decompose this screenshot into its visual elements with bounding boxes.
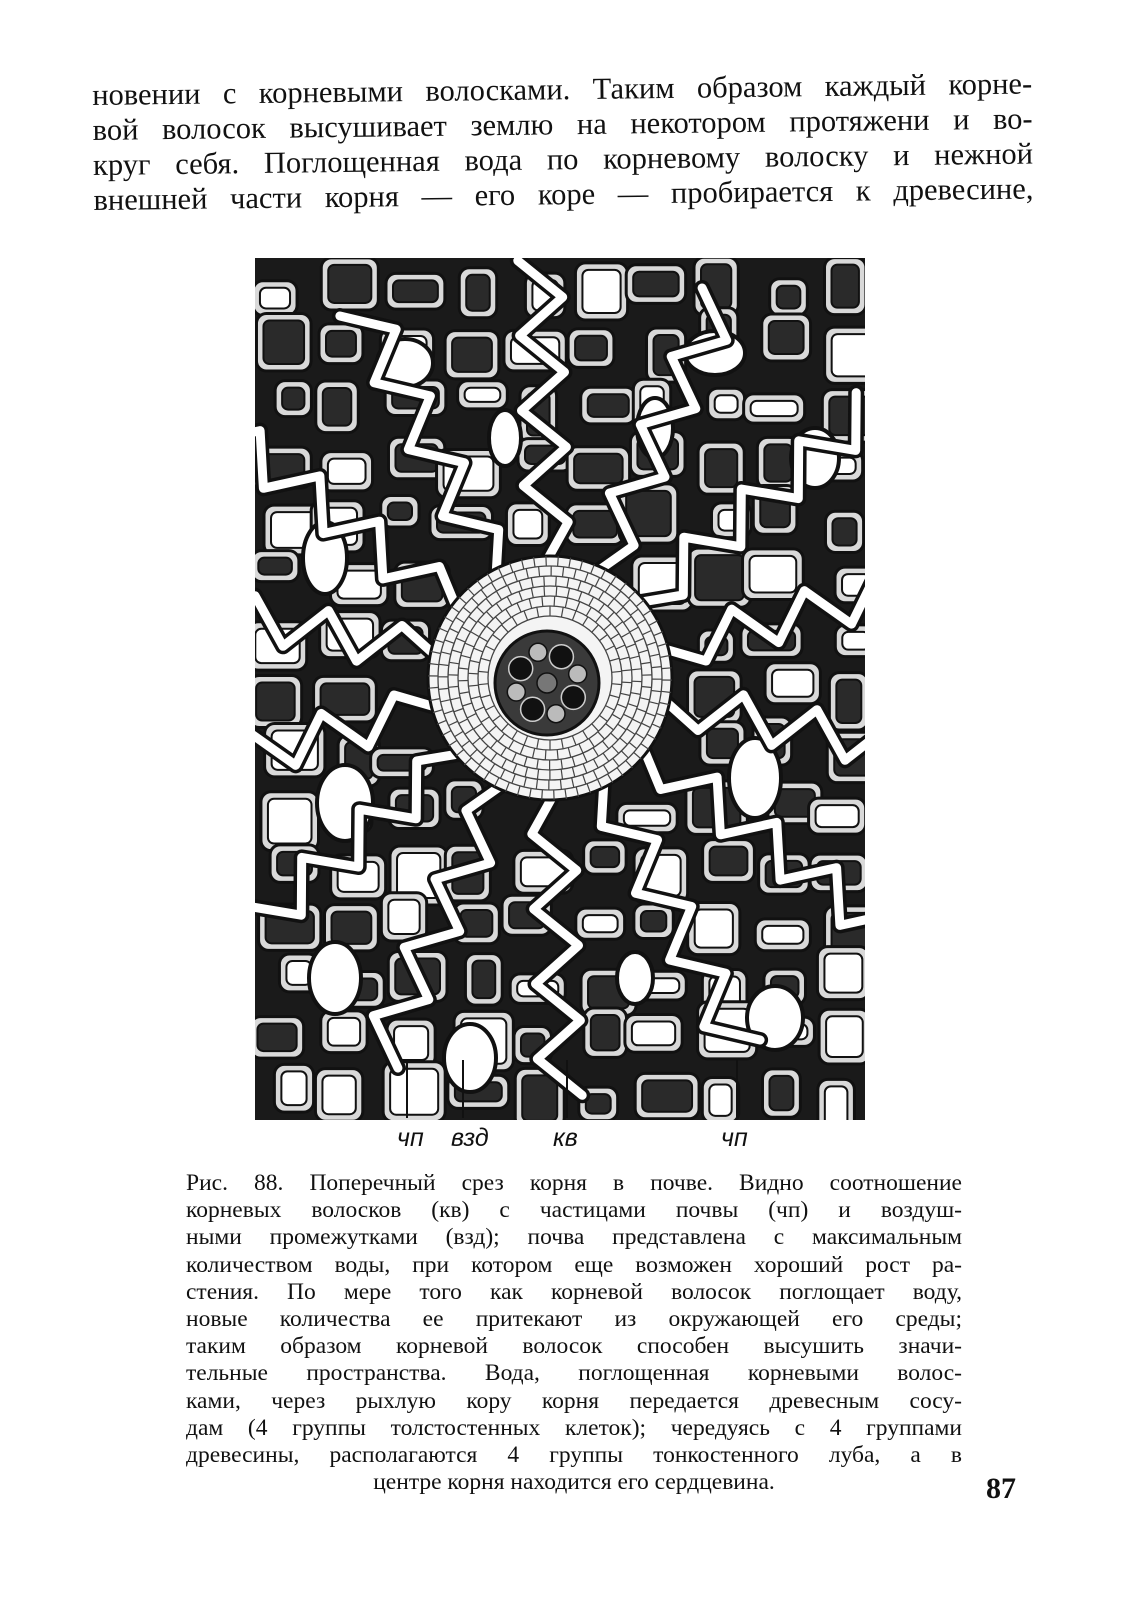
- soil-particle-core: [388, 900, 419, 934]
- cortex-cell-wall: [544, 576, 545, 586]
- soil-particle-core: [282, 388, 304, 410]
- soil-particle-core: [591, 1015, 620, 1050]
- xylem-group: [509, 657, 533, 681]
- caption-line: тельные пространства. Вода, поглощенная корневыми волос-: [186, 1360, 962, 1387]
- soil-particle-core: [750, 556, 797, 593]
- soil-particle-core: [705, 449, 737, 487]
- soil-particle-core: [832, 518, 856, 545]
- soil-particle-core: [452, 338, 492, 372]
- soil-particle-core: [825, 1086, 848, 1120]
- soil-particle-core: [575, 336, 607, 361]
- body-line: внешней части корня — его коре — пробирается к древесине,: [93, 171, 1034, 217]
- cortex-cell-wall: [468, 673, 478, 674]
- soil-particle-core: [591, 847, 619, 867]
- soil-particle-core: [695, 555, 744, 600]
- caption-line: стения. По мере того как корневой волосок поглощает воду,: [186, 1278, 962, 1305]
- figure-caption: [186, 1170, 962, 1496]
- caption-line: ками, через рыхлую кору корня передается древесным сосу-: [186, 1387, 962, 1414]
- soil-particle-core: [816, 805, 859, 827]
- phloem-group: [547, 705, 565, 723]
- phloem-group: [507, 683, 525, 701]
- root-cross-section-illustration: [255, 258, 865, 1120]
- soil-particle-core: [624, 810, 670, 825]
- body-line: новении с корневыми волосками. Таким образом каждый корне-: [92, 66, 1033, 112]
- caption-line: ными промежутками (взд); почва представлена с максимальным: [186, 1224, 962, 1251]
- soil-particle-core: [642, 1080, 692, 1111]
- body-line: вой волосок высушивает землю на некотором протяжени и во-: [92, 101, 1033, 147]
- air-space: [617, 952, 653, 1004]
- soil-particle-core: [588, 394, 629, 417]
- label-soil-particle-right: чп: [721, 1124, 748, 1152]
- cortex-cell-wall: [544, 586, 545, 596]
- air-space: [309, 942, 361, 1014]
- soil-particle-core: [326, 331, 356, 357]
- caption-line: дам (4 группы толстостенных клеток); чередуясь с 4 группами: [186, 1414, 962, 1441]
- soil-particle-core: [472, 961, 495, 999]
- soil-particle-core: [388, 503, 412, 520]
- soil-particle-core: [573, 511, 617, 538]
- body-line: круг себя. Поглощенная вода по корневому волоску и нежной: [92, 136, 1034, 182]
- soil-particle-core: [256, 682, 295, 720]
- soil-particle-core: [582, 270, 620, 313]
- caption-line: корневых волосков (кв) с частицами почвы (чп) и воздуш-: [186, 1197, 962, 1224]
- soil-particle-core: [710, 847, 748, 876]
- soil-particle-core: [257, 1024, 296, 1052]
- cortex-cell-wall: [428, 687, 438, 688]
- soil-particle-core: [323, 388, 351, 426]
- soil-particle-core: [832, 265, 859, 308]
- soil-particle-core: [522, 1075, 557, 1120]
- cortex-cell-wall: [622, 682, 632, 683]
- pith: [537, 673, 557, 693]
- phloem-group: [529, 643, 547, 661]
- xylem-group: [549, 645, 573, 669]
- caption-line: Рис. 88. Поперечный срез корня в почве. Видно соотношение: [186, 1170, 962, 1196]
- cortex-cell-wall: [542, 790, 543, 800]
- soil-particle-core: [709, 1085, 731, 1116]
- soil-particle-core: [695, 910, 733, 948]
- label-root-hair: кв: [553, 1124, 578, 1152]
- soil-particle-core: [751, 401, 798, 416]
- air-space: [444, 1024, 496, 1092]
- soil-particle-core: [824, 954, 862, 993]
- soil-particle-core: [258, 558, 292, 575]
- soil-particle-core: [769, 321, 804, 354]
- cortex-cell-wall: [558, 556, 559, 566]
- soil-particle-core: [513, 510, 542, 539]
- soil-particle-core: [466, 275, 490, 311]
- label-soil-particle-left: чп: [397, 1124, 424, 1152]
- soil-particle-core: [777, 286, 801, 309]
- cortex-cell-wall: [556, 576, 557, 586]
- soil-particle-core: [832, 334, 865, 376]
- soil-particle-core: [764, 444, 792, 481]
- soil-particle-core: [772, 670, 813, 697]
- soil-particle-core: [715, 395, 738, 413]
- soil-particle-core: [836, 680, 861, 723]
- soil-particle-core: [281, 1071, 306, 1105]
- soil-particle-core: [762, 926, 803, 944]
- xylem-group: [561, 685, 585, 709]
- root-cross-section-figure: [255, 258, 865, 1120]
- soil-particle-core: [328, 459, 366, 484]
- soil-particle-core: [641, 911, 666, 931]
- cortex-cell-wall: [662, 668, 672, 669]
- soil-particle-core: [268, 799, 312, 844]
- soil-particle-core: [332, 912, 372, 944]
- caption-line: количеством воды, при котором еще возможен хороший рост ра-: [186, 1251, 962, 1278]
- soil-particle-core: [633, 272, 678, 297]
- root-body: [428, 556, 672, 800]
- page-number: 87: [986, 1472, 1016, 1505]
- soil-particle-core: [328, 265, 371, 303]
- label-air-space: взд: [451, 1124, 489, 1152]
- soil-particle-core: [393, 280, 438, 302]
- soil-particle-core: [263, 320, 304, 364]
- soil-particle-core: [260, 288, 290, 309]
- xylem-group: [521, 697, 545, 721]
- caption-line: центре корня находится его сердцевина.: [373, 1469, 775, 1496]
- soil-particle-core: [826, 1016, 863, 1057]
- cortex-cell-wall: [554, 596, 555, 606]
- caption-line: древесины, располагаются 4 группы тонкостенного луба, а в: [186, 1442, 962, 1469]
- soil-particle-core: [842, 632, 865, 650]
- caption-line: таким образом корневой волосок способен высушить значи-: [186, 1333, 962, 1360]
- soil-particle-core: [322, 1076, 355, 1115]
- soil-particle-core: [769, 1076, 793, 1110]
- cortex-cell-wall: [556, 586, 557, 596]
- body-text: [92, 67, 1034, 218]
- figure-labels: [255, 1120, 865, 1160]
- soil-particle-core: [574, 454, 622, 483]
- soil-particle-core: [632, 1021, 675, 1045]
- soil-particle-core: [583, 915, 618, 932]
- air-space: [489, 410, 521, 466]
- caption-line: новые количества ее притекают из окружающей его среды;: [186, 1306, 962, 1333]
- soil-particle-core: [328, 1018, 360, 1046]
- soil-particle-core: [465, 388, 501, 402]
- phloem-group: [569, 665, 587, 683]
- cortex-cell-wall: [545, 750, 546, 760]
